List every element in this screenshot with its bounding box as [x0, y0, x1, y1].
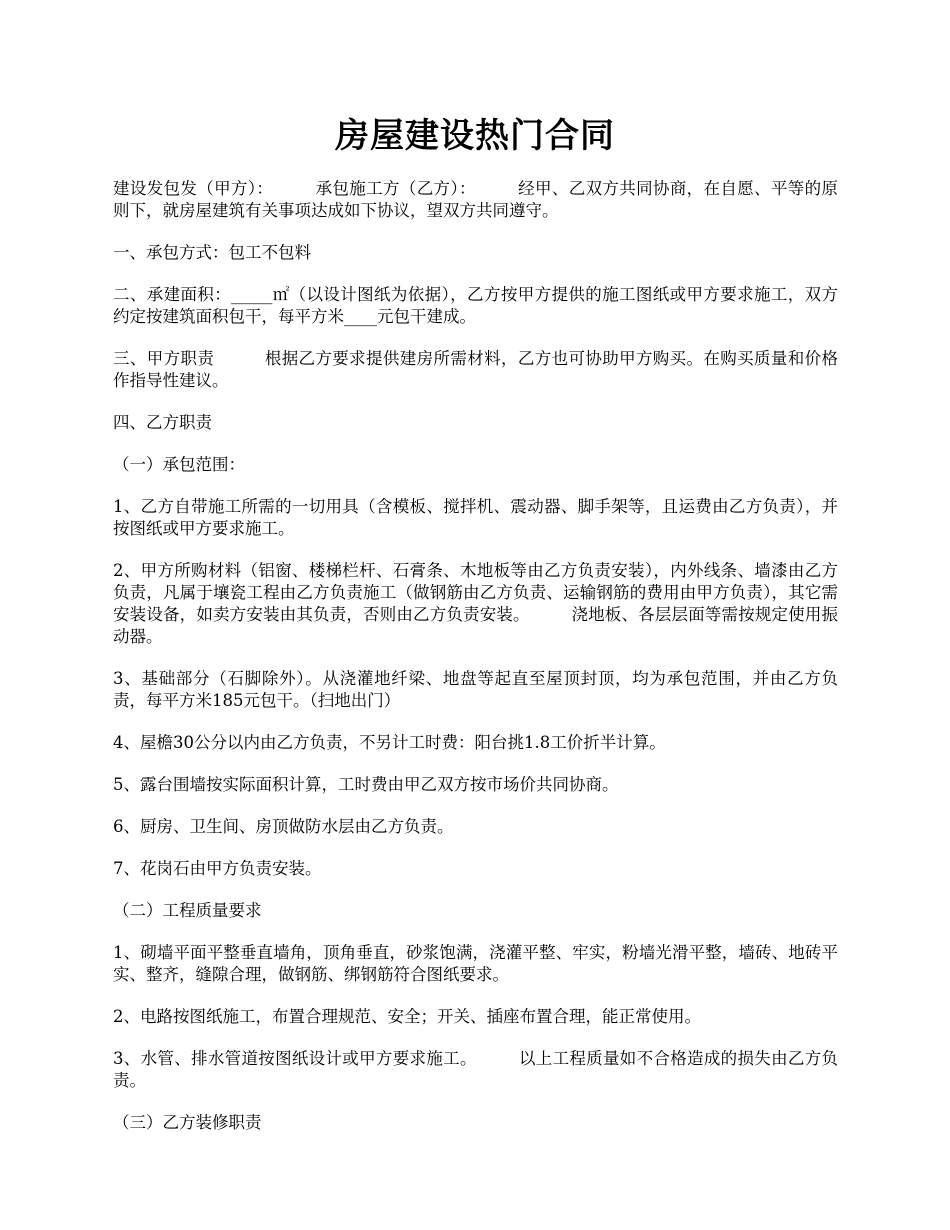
- paragraph-quality-item-1: 1、砌墙平面平整垂直墙角，顶角垂直，砂浆饱满，浇灌平整、牢实，粉墙光滑平整，墙砖、地砖平实、整齐，缝隙合理，做钢筋、绑钢筋符合图纸要求。: [113, 943, 838, 984]
- paragraph-quality-item-2: 2、电路按图纸施工，布置合理规范、安全；开关、插座布置合理，能正常使用。: [113, 1007, 701, 1026]
- paragraph-contract-method: 一、承包方式：包工不包料: [113, 243, 311, 262]
- paragraph-decoration-heading: （三）乙方装修职责: [113, 1113, 262, 1132]
- paragraph-preamble: 建设发包发（甲方）： 承包施工方（乙方）： 经甲、乙双方共同协商，在自愿、平等的原则下，就房屋建筑有关事项达成如下协议，望双方共同遵守。: [113, 179, 838, 220]
- paragraph-scope-item-2: 2、甲方所购材料（铝窗、楼梯栏杆、石膏条、木地板等由乙方负责安装），内外线条、墙漆由乙方负责，凡属于壤瓷工程由乙方负责施工（做钢筋由乙方负责、运输钢筋的费用由甲方负责），其它需安装设备，如卖方安装由其负责，否则由乙方负责安装。 浇地板、各层层面等需按规定使用振动器。: [113, 561, 838, 646]
- paragraph-party-b-duties-heading: 四、乙方职责: [113, 413, 212, 432]
- paragraph-scope-item-7: 7、花岗石由甲方负责安装。: [113, 859, 322, 878]
- paragraph-scope-heading: （一）承包范围：: [113, 455, 245, 474]
- paragraph-scope-item-4: 4、屋檐30公分以内由乙方负责，不另计工时费：阳台挑1.8工价折半计算。: [113, 733, 666, 752]
- paragraph-scope-item-6: 6、厨房、卫生间、房顶做防水层由乙方负责。: [113, 817, 454, 836]
- document-body: [113, 178, 838, 1154]
- document-title: 房屋建设热门合同: [335, 116, 615, 156]
- paragraph-scope-item-1: 1、乙方自带施工所需的一切用具（含模板、搅拌机、震动器、脚手架等，且运费由乙方负责），并按图纸或甲方要求施工。: [113, 497, 838, 538]
- paragraph-party-a-duties: 三、甲方职责 根据乙方要求提供建房所需材料，乙方也可协助甲方购买。在购买质量和价格作指导性建议。: [113, 349, 838, 390]
- paragraph-scope-item-3: 3、基础部分（石脚除外）。从浇灌地纤梁、地盘等起直至屋顶封顶，均为承包范围，并由乙方负责，每平方米185元包干。（扫地出门）: [113, 669, 838, 710]
- paragraph-scope-item-5: 5、露台围墙按实际面积计算，工时费由甲乙双方按市场价共同协商。: [113, 775, 619, 794]
- paragraph-quality-item-3: 3、水管、排水管道按图纸设计或甲方要求施工。 以上工程质量如不合格造成的损失由乙方负责。: [113, 1049, 838, 1090]
- paragraph-quality-heading: （二）工程质量要求: [113, 901, 262, 920]
- paragraph-construction-area: 二、承建面积：_____㎡（以设计图纸为依据），乙方按甲方提供的施工图纸或甲方要求施工，双方约定按建筑面积包干，每平方米____元包干建成。: [113, 285, 838, 326]
